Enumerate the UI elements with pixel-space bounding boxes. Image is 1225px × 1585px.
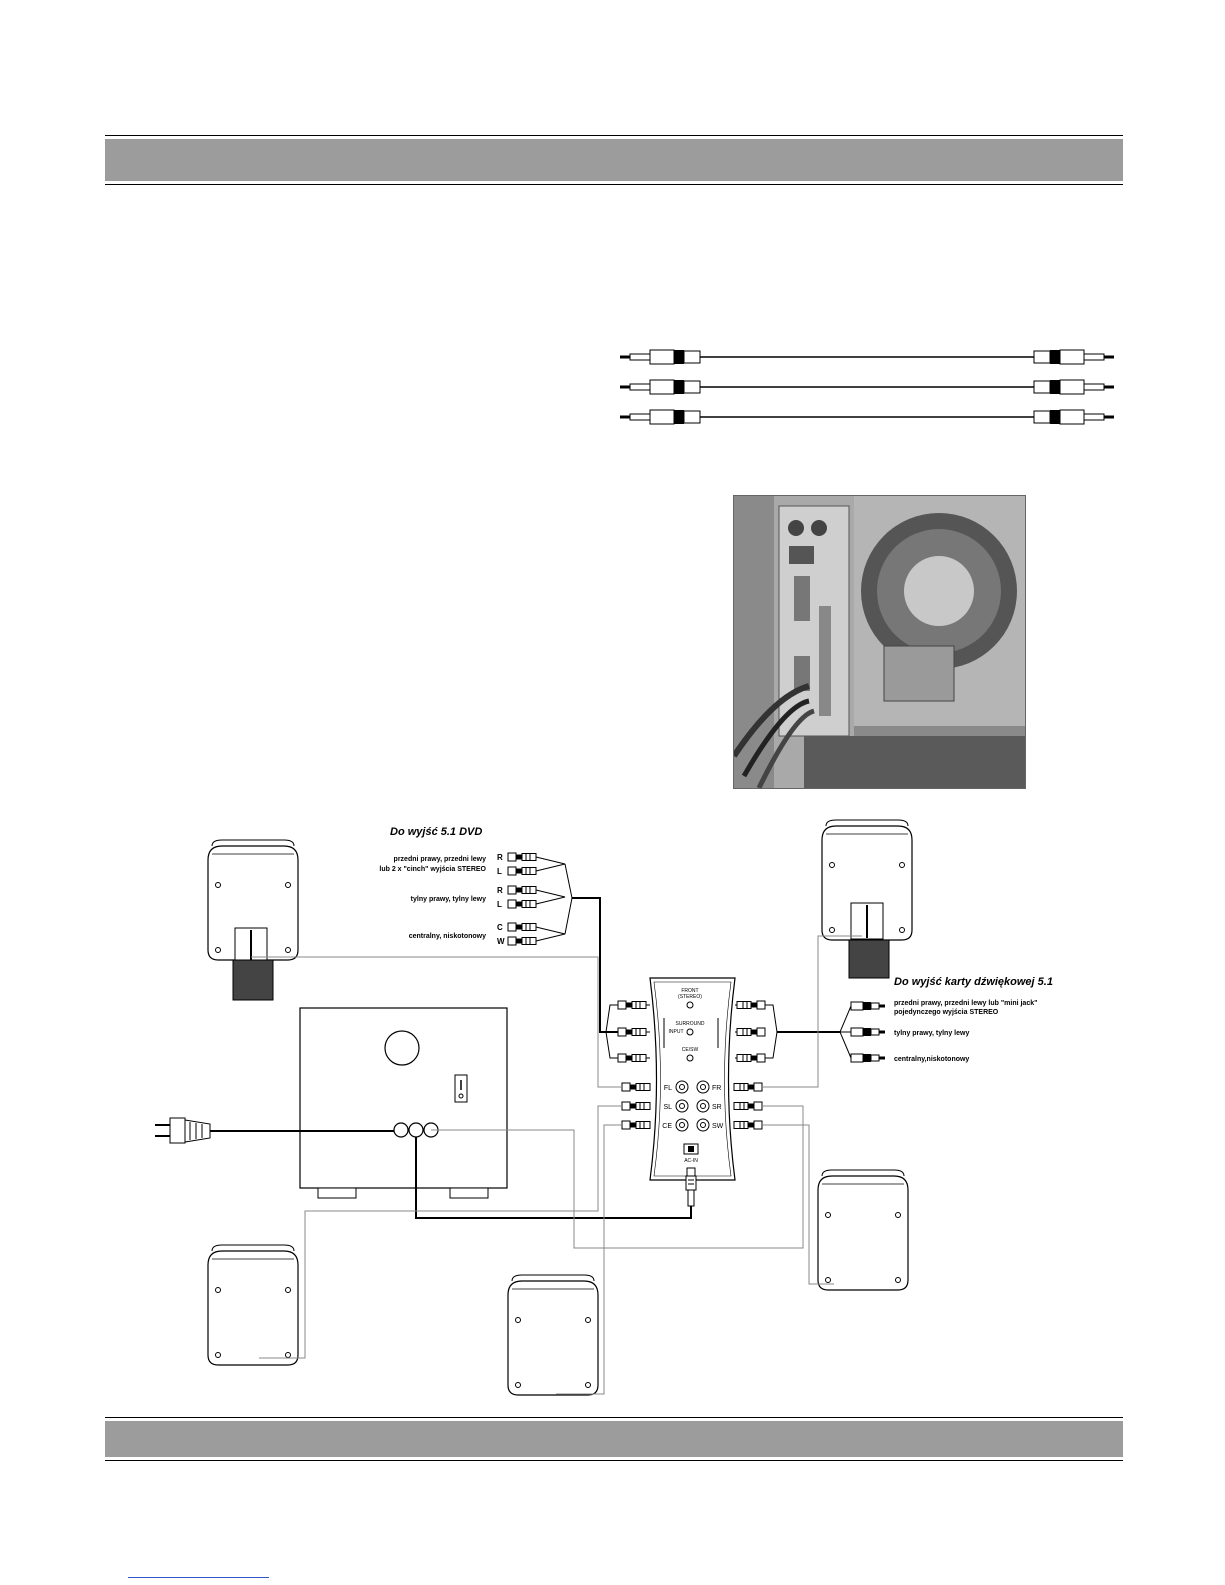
box-label-sr: SR [712, 1104, 722, 1111]
box-label-stereo: (STEREO) [678, 994, 702, 1000]
box-label-input: INPUT [668, 1029, 684, 1035]
header-band [105, 135, 1123, 187]
speaker-surround-left [208, 1245, 298, 1365]
dvd-front-label-2: lub 2 x "cinch" wyjścia STEREO [379, 866, 486, 873]
box-label-acin: AC-IN [684, 1158, 698, 1164]
subwoofer [300, 1008, 507, 1198]
box-label-cesw: CE/SW [681, 1047, 699, 1053]
soundcard-front-label-2: pojedynczego wyjścia STEREO [894, 1009, 999, 1016]
plug-label-c: C [497, 923, 503, 932]
cables-illustration [620, 345, 1115, 430]
plug-label-r1: R [497, 853, 503, 862]
speaker-center [508, 1275, 598, 1395]
plug-label-l2: L [497, 900, 502, 909]
soundcard-front-label-1: przedni prawy, przedni lewy lub "mini jack" [894, 1000, 1038, 1007]
box-label-sw: SW [712, 1123, 724, 1130]
speaker-front-right [822, 820, 912, 978]
plug-label-w: W [497, 937, 505, 946]
soundcard-center-label: centralny,niskotonowy [894, 1056, 970, 1063]
dvd-center-label: centralny, niskotonowy [408, 933, 486, 940]
dvd-title: Do wyjść 5.1 DVD [390, 826, 483, 838]
dvd-front-label-1: przedni prawy, przedni lewy [393, 856, 486, 863]
box-label-fr: FR [712, 1085, 722, 1092]
dvd-rear-label: tylny prawy, tylny lewy [410, 896, 486, 903]
dvd-rca-plugs [508, 853, 618, 1032]
box-label-ce: CE [662, 1123, 672, 1130]
input-rca-plugs-right [735, 1001, 840, 1062]
speaker-surround-right [818, 1170, 908, 1290]
plug-label-r2: R [497, 886, 503, 895]
footer-band [105, 1417, 1123, 1461]
box-label-surround: SURROUND [675, 1021, 705, 1027]
box-label-front: FRONT [681, 988, 699, 994]
soundcard-title: Do wyjść karty dźwiękowej 5.1 [894, 976, 1053, 988]
bottom-link-underline [128, 1577, 269, 1578]
soundcard-rear-label: tylny prawy, tylny lewy [894, 1030, 970, 1037]
control-box [650, 978, 735, 1180]
box-label-sl: SL [663, 1104, 672, 1111]
box-label-fl: FL [663, 1085, 672, 1092]
soundcard-jacks [840, 1002, 885, 1062]
stereo-cable [620, 350, 1114, 364]
plug-label-l1: L [497, 867, 502, 876]
wiring-diagram [0, 800, 1225, 1405]
speaker-front-left [208, 840, 298, 1000]
computer-back-photo [733, 495, 1026, 789]
